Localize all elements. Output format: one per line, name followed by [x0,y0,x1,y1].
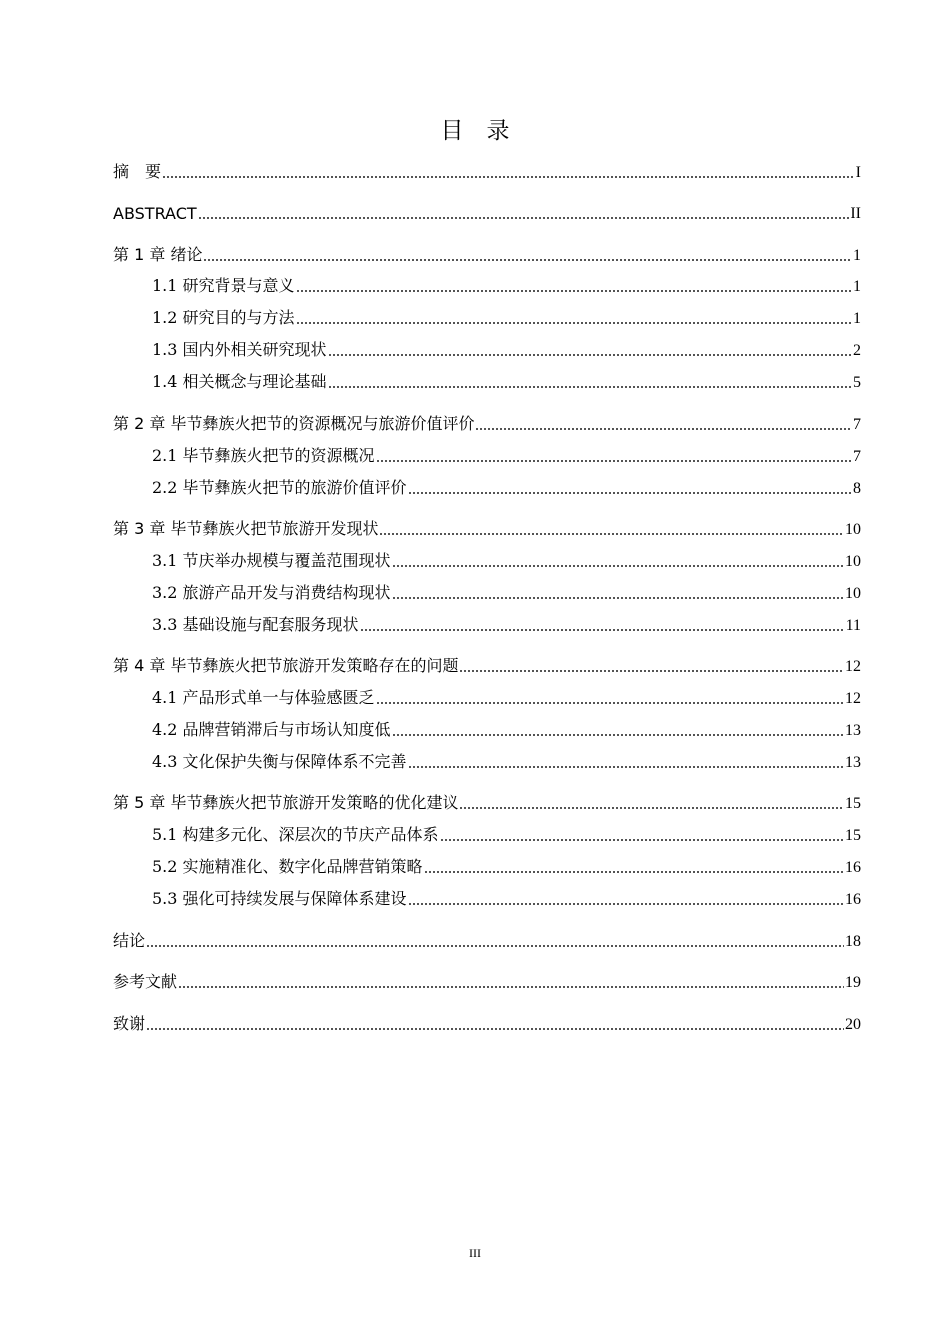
toc-entry[interactable] [113,716,861,740]
dot-leader [360,629,845,631]
toc-entry-page: 11 [845,617,861,634]
toc-entry-page: 1 [853,247,861,264]
toc-entry[interactable] [113,968,861,992]
dot-leader [459,807,844,809]
toc-entry-label: 5.2 实施精准化、数字化品牌营销策略 [152,857,423,876]
toc-entry[interactable] [113,611,861,635]
toc-entry-page: 16 [845,891,861,908]
toc-entry[interactable] [113,927,861,951]
toc-entry-label: 4.2 品牌营销滞后与市场认知度低 [152,720,391,739]
toc-entry[interactable] [113,1010,861,1034]
toc-entry[interactable] [113,474,861,498]
toc-entry-page: 13 [845,754,861,771]
toc-entry[interactable] [113,885,861,909]
toc-entry-label: 1.2 研究目的与方法 [152,308,295,327]
toc-entry-page: 15 [845,827,861,844]
toc-entry[interactable] [113,410,861,434]
dot-leader [408,766,844,768]
dot-leader [296,290,852,292]
toc-entry[interactable] [113,272,861,296]
toc-entry-label: 3.1 节庆举办规模与覆盖范围现状 [152,551,391,570]
toc-entry-page: 15 [845,795,861,812]
toc-entry-label: 第 5 章 毕节彝族火把节旅游开发策略的优化建议 [113,793,459,812]
toc-entry-page: 20 [845,1016,861,1033]
toc-entry-page: 1 [853,278,861,295]
page-number-footer: III [469,1246,481,1260]
toc-entry-page: 13 [845,722,861,739]
toc-entry[interactable] [113,336,861,360]
toc-entry[interactable] [113,241,861,265]
toc-entry-page: 10 [845,585,861,602]
dot-leader [328,354,852,356]
dot-leader [376,702,844,704]
toc-entry-label: 结论 [113,931,146,950]
toc-entry-label: 4.3 文化保护失衡与保障体系不完善 [152,752,407,771]
toc-entry-label: 第 3 章 毕节彝族火把节旅游开发现状 [113,519,379,538]
dot-leader [198,217,850,219]
toc-entry[interactable] [113,789,861,813]
toc-entry-label: 5.3 强化可持续发展与保障体系建设 [152,889,407,908]
toc-entry-label: 第 4 章 毕节彝族火把节旅游开发策略存在的问题 [113,656,459,675]
toc-entry-page: II [850,205,861,222]
toc-entry-label: 3.3 基础设施与配套服务现状 [152,615,359,634]
dot-leader [475,428,852,430]
toc-entry-label: 参考文献 [113,972,178,991]
toc-entry-page: 10 [845,553,861,570]
toc-entry[interactable] [113,304,861,328]
dot-leader [408,492,852,494]
toc-entry-label: 5.1 构建多元化、深层次的节庆产品体系 [152,825,439,844]
dot-leader [392,597,844,599]
dot-leader [146,945,844,947]
dot-leader [376,460,852,462]
dot-leader [379,533,844,535]
toc-entry[interactable] [113,368,861,392]
toc-entry[interactable] [113,199,861,223]
dot-leader [328,386,852,388]
toc-entry-label: 3.2 旅游产品开发与消费结构现状 [152,583,391,602]
toc-entry-page: 8 [853,480,861,497]
toc-entry-label: ABSTRACT [113,204,197,223]
dot-leader [440,839,844,841]
dot-leader [392,565,844,567]
toc-entry-label: 1.1 研究背景与意义 [152,276,295,295]
toc-entry-label: 摘 要 [113,162,162,181]
toc-entry-page: 1 [853,310,861,327]
dot-leader [408,903,844,905]
toc-entry-label: 第 1 章 绪论 [113,245,203,264]
toc-entry-label: 2.2 毕节彝族火把节的旅游价值评价 [152,478,407,497]
dot-leader [296,322,852,324]
toc-entry[interactable] [113,515,861,539]
dot-leader [459,670,844,672]
toc-entry[interactable] [113,821,861,845]
toc-entry[interactable] [113,579,861,603]
toc-entry[interactable] [113,853,861,877]
toc-entry-page: 2 [853,342,861,359]
toc-entry-label: 4.1 产品形式单一与体验感匮乏 [152,688,375,707]
dot-leader [146,1028,844,1030]
toc-entry-page: 18 [845,933,861,950]
toc-entry-page: 16 [845,859,861,876]
toc-entry-label: 2.1 毕节彝族火把节的资源概况 [152,446,375,465]
toc-entry[interactable] [113,442,861,466]
toc-entry[interactable] [113,547,861,571]
toc-entry[interactable] [113,652,861,676]
dot-leader [178,986,844,988]
toc-entry-page: 12 [845,658,861,675]
toc-entry-page: 19 [845,974,861,991]
toc-entry-label: 致谢 [113,1014,146,1033]
toc-entry-page: 10 [845,521,861,538]
toc-entry[interactable] [113,748,861,772]
toc-entry-page: I [855,164,861,181]
dot-leader [162,176,855,178]
toc-title: 目 录 [440,118,510,144]
dot-leader [424,871,844,873]
toc-entry-page: 5 [853,374,861,391]
toc-entry-label: 1.4 相关概念与理论基础 [152,372,327,391]
toc-entry-page: 12 [845,690,861,707]
toc-entry[interactable] [113,158,861,182]
toc-entry-label: 第 2 章 毕节彝族火把节的资源概况与旅游价值评价 [113,414,475,433]
dot-leader [203,259,852,261]
dot-leader [392,734,844,736]
toc-entry-page: 7 [853,448,861,465]
toc-entry-label: 1.3 国内外相关研究现状 [152,340,327,359]
toc-entry[interactable] [113,684,861,708]
toc-entry-page: 7 [853,416,861,433]
